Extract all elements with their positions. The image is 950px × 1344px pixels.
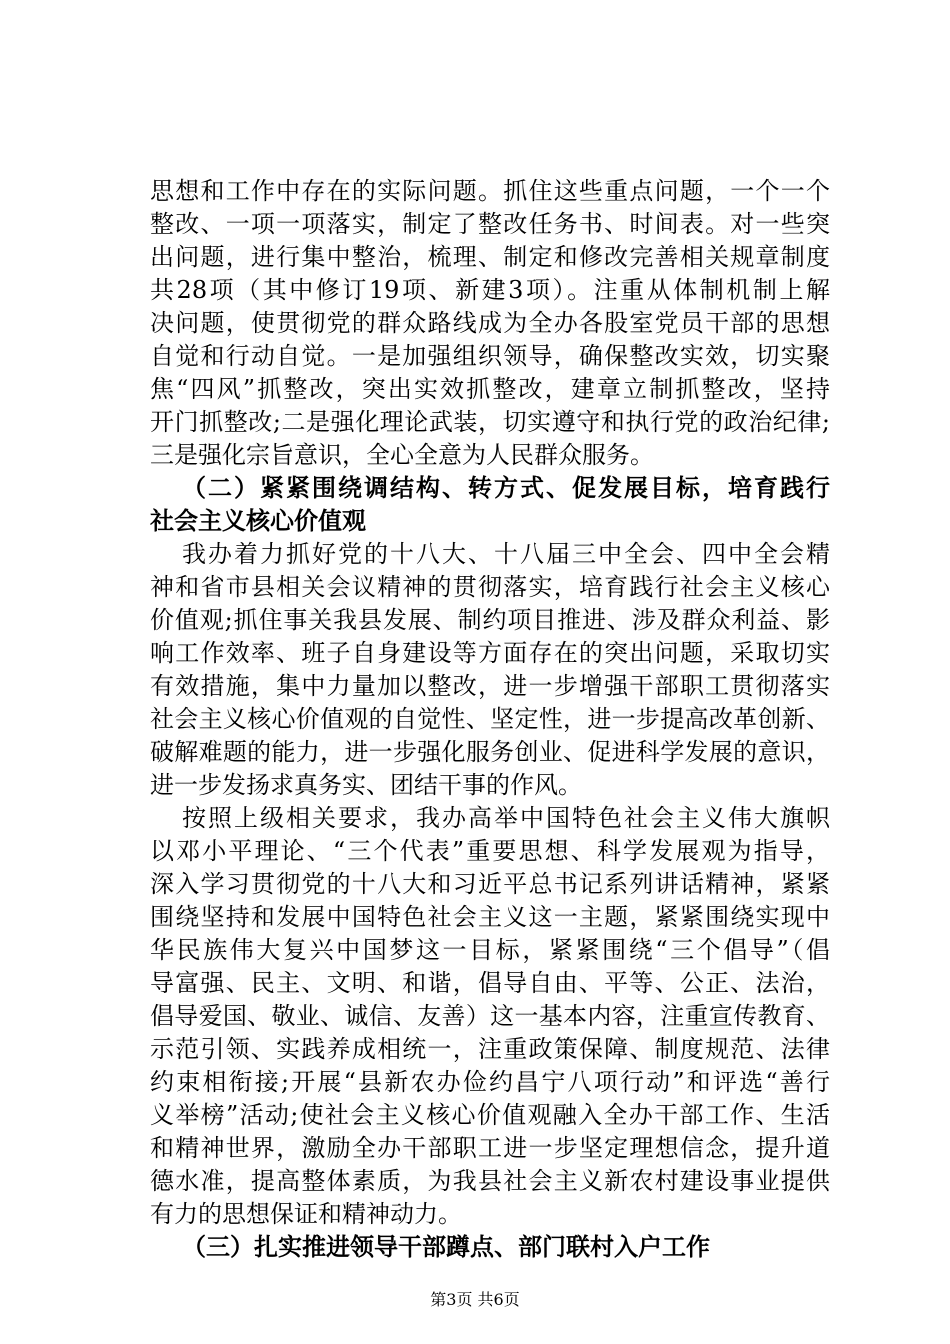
text-line: 深入学习贯彻党的十八大和习近平总书记系列讲话精神，紧紧	[150, 870, 830, 898]
section-heading	[150, 472, 830, 538]
text-line: 有效措施，集中力量加以整改，进一步增强干部职工贯彻落实	[150, 672, 830, 700]
text-line: 开门抓整改;二是强化理论武装，切实遵守和执行党的政治纪律;	[150, 408, 830, 436]
text-line: 我办着力抓好党的十八大、十八届三中全会、四中全会精	[182, 540, 830, 568]
text-line: 以邓小平理论、“三个代表”重要思想、科学发展观为指导，	[150, 837, 830, 865]
text-line: 义举榜”活动;使社会主义核心价值观融入全办干部工作、生活	[150, 1101, 830, 1129]
text-line: 社会主义核心价值观的自觉性、坚定性，进一步提高改革创新、	[150, 705, 830, 733]
text-line: 共28项（其中修订19项、新建3项）。注重从体制机制上解	[150, 276, 830, 304]
text-line: 约束相衔接;开展“县新农办俭约昌宁八项行动”和评选“善行	[150, 1068, 830, 1096]
text-line: 按照上级相关要求，我办高举中国特色社会主义伟大旗帜	[182, 804, 830, 832]
text-line: 神和省市县相关会议精神的贯彻落实，培育践行社会主义核心	[150, 573, 830, 601]
paragraph	[150, 175, 830, 472]
text-line: 围绕坚持和发展中国特色社会主义这一主题，紧紧围绕实现中	[150, 903, 830, 931]
heading-line: 社会主义核心价值观	[150, 507, 366, 535]
text-line: 有力的思想保证和精神动力。	[150, 1200, 462, 1228]
section-heading	[150, 1231, 830, 1264]
text-line: 倡导爱国、敬业、诚信、友善）这一基本内容，注重宣传教育、	[150, 1002, 830, 1030]
text-line: 破解难题的能力，进一步强化服务创业、促进科学发展的意识，	[150, 738, 830, 766]
text-line: 三是强化宗旨意识，全心全意为人民群众服务。	[150, 441, 654, 469]
heading-line: （二）紧紧围绕调结构、转方式、促发展目标，培育践行	[182, 474, 830, 502]
text-line: 焦“四风”抓整改，突出实效抓整改，建章立制抓整改，坚持	[150, 375, 830, 403]
text-line: 整改、一项一项落实，制定了整改任务书、时间表。对一些突	[150, 210, 830, 238]
document-body	[150, 175, 830, 1264]
text-line: 价值观;抓住事关我县发展、制约项目推进、涉及群众利益、影	[150, 606, 830, 634]
text-line: 德水准，提高整体素质，为我县社会主义新农村建设事业提供	[150, 1167, 830, 1195]
text-line: 决问题，使贯彻党的群众路线成为全办各股室党员干部的思想	[150, 309, 830, 337]
text-line: 进一步发扬求真务实、团结干事的作风。	[150, 771, 582, 799]
text-line: 导富强、民主、文明、和谐，倡导自由、平等、公正、法治，	[150, 969, 830, 997]
text-line: 响工作效率、班子自身建设等方面存在的突出问题，采取切实	[150, 639, 830, 667]
text-line: 和精神世界，激励全办干部职工进一步坚定理想信念，提升道	[150, 1134, 830, 1162]
text-line: 思想和工作中存在的实际问题。抓住这些重点问题，一个一个	[150, 177, 830, 205]
text-line: 华民族伟大复兴中国梦这一目标，紧紧围绕“三个倡导”（倡	[150, 936, 830, 964]
text-line: 示范引领、实践养成相统一，注重政策保障、制度规范、法律	[150, 1035, 830, 1063]
paragraph	[150, 538, 830, 802]
text-line: 出问题，进行集中整治，梳理、制定和修改完善相关规章制度	[150, 243, 830, 271]
heading-line: （三）扎实推进领导干部蹲点、部门联村入户工作	[182, 1233, 710, 1261]
paragraph	[150, 802, 830, 1231]
page-footer	[0, 1290, 950, 1310]
page-number: 第3页 共6页	[430, 1290, 520, 1309]
text-line: 自觉和行动自觉。一是加强组织领导，确保整改实效，切实聚	[150, 342, 830, 370]
